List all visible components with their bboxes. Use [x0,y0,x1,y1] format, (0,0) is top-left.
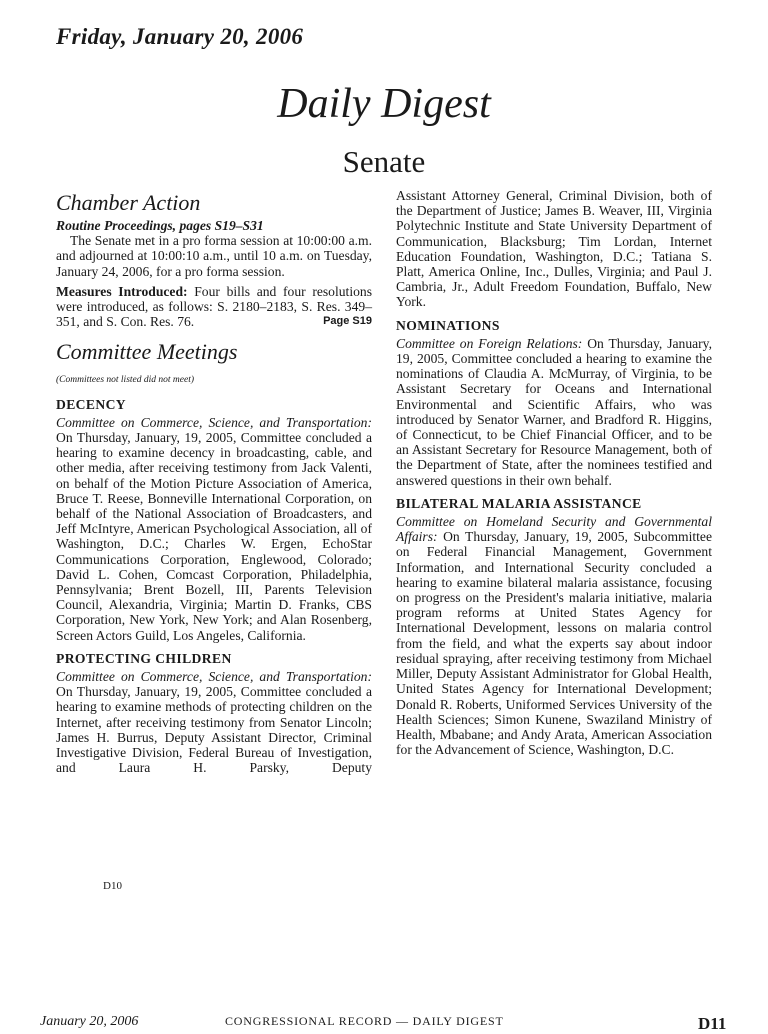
section-title-nominations: NOMINATIONS [396,317,500,333]
chamber-action-heading: Chamber Action [56,190,201,215]
left-column [56,188,372,781]
section-text-protecting-children-continued: Assistant Attorney General, Criminal Division, both of the Department of Justice; James B. Weaver, III, Virginia Polytechnic Institute and State University Department of Communication, Blacksburg; Tim Lordan, Internet Education Foundation, Washington, D.C.; Tatiana S. Platt, America Online, Inc., Dulles, Virginia; and Paul J. Cambria, Jr., Adult Freedom Foundation, Buffalo, New York. [396,188,712,310]
next-page-number: D11 [698,1014,727,1033]
section-title-protecting-children: PROTECTING CHILDREN [56,650,232,666]
section-title-malaria: BILATERAL MALARIA ASSISTANCE [396,495,642,511]
running-head: CONGRESSIONAL RECORD — DAILY DIGEST [225,1014,504,1028]
measures-lead: Measures Introduced: [56,283,188,299]
section-body: On Thursday, January, 19, 2005, Subcommittee on Federal Financial Management, Government Information, and International Security concluded a hearing to examine bilateral malaria assistance, focusing on progress on the President's malaria initiative, malaria program reforms at United States Agency for International Development, lessons on malaria control from the field, and what the experts say about indoor residual spraying, after receiving testimony from Michael Miller, Deputy Assistant Administrator for Global Health, United States Agency for International Development; Donald R. Roberts, Uniformed Services University of the Health Sciences; Simon Kunene, Swaziland Ministry of Health, Mbabane; and Andy Arata, American Association for the Advancement of Science, Washington, D.C. [396,529,712,758]
measures-text: Four bills and four resolutions were introduced, as follows: S. 2180–2183, S. Res. 349–351, and S. Con. Res. 76. [56,283,372,330]
routine-proceedings-heading: Routine Proceedings, pages S19–S31 [56,218,264,233]
chamber-title: Senate [342,144,426,179]
committee-name: Committee on Commerce, Science, and Transportation: [56,669,372,685]
page-title: Daily Digest [277,81,491,127]
committee-name: Committee on Commerce, Science, and Transportation: [56,414,372,430]
section-body: On Thursday, January, 19, 2005, Committee concluded a hearing to examine the nominations of Claudia A. McMurray, of Virginia, to be Assistant Secretary for Oceans and International Environmental and Scientific Affairs, who was introduced by Senator Warner, and Bradford R. Higgins, of Connecticut, to be Chief Financial Officer, and to be an Assistant Secretary for Resource Management, both of the Department of State, after the nominees testified and answered questions in their own behalf. [396,335,712,488]
section-text-malaria [396,514,712,757]
section-text-nominations [396,336,712,488]
next-page-date: January 20, 2006 [40,1014,139,1029]
section-title-decency: DECENCY [56,396,127,412]
section-text-decency [56,415,372,643]
routine-proceedings-text: The Senate met in a pro forma session at 10:00:00 a.m. and adjourned at 10:00:10 a.m., until 10 a.m. on Tuesday, January 24, 2006, for a pro forma session. [56,233,372,279]
page-reference: Page S19 [323,315,372,328]
committee-name: Committee on Foreign Relations: [396,335,583,351]
section-text-protecting-children [56,669,372,775]
section-body: On Thursday, January, 19, 2005, Committee concluded a hearing to examine methods of protecting children on the Internet, after receiving testimony from Senator Lincoln; James H. Burrus, Deputy Assistant Director, Criminal Investigative Division, Federal Bureau of Investigation, and Laura H. Parsky, Deputy [56,684,372,776]
right-column [396,188,712,762]
committee-name: Committee on Homeland Security and Governmental Affairs: [396,514,712,545]
issue-date: Friday, January 20, 2006 [56,24,304,49]
page-number: D10 [103,880,122,892]
committees-note: (Committees not listed did not meet) [56,375,194,386]
measures-introduced [56,284,372,330]
committee-meetings-heading: Committee Meetings [56,339,238,365]
section-body: On Thursday, January, 19, 2005, Committee concluded a hearing to examine decency in broadcasting, cable, and other media, after receiving testimony from Jack Valenti, on behalf of the Motion Picture Association of America, Bruce T. Reese, Bonneville International Corporation, on behalf of the National Association of Broadcasters, and Jeff McIntyre, American Psychological Association, all of Washington, D.C.; Charles W. Ergen, EchoStar Communications Corporation, Englewood, Colorado; David L. Cohen, Comcast Corporation, Philadelphia, Pennsylvania; Brent Bozell, III, Parents Television Council, Alexandria, Virginia; Martin D. Franks, CBS Corporation, New York, New York; and Alan Rosenberg, Screen Actors Guild, Los Angeles, California. [56,430,372,643]
